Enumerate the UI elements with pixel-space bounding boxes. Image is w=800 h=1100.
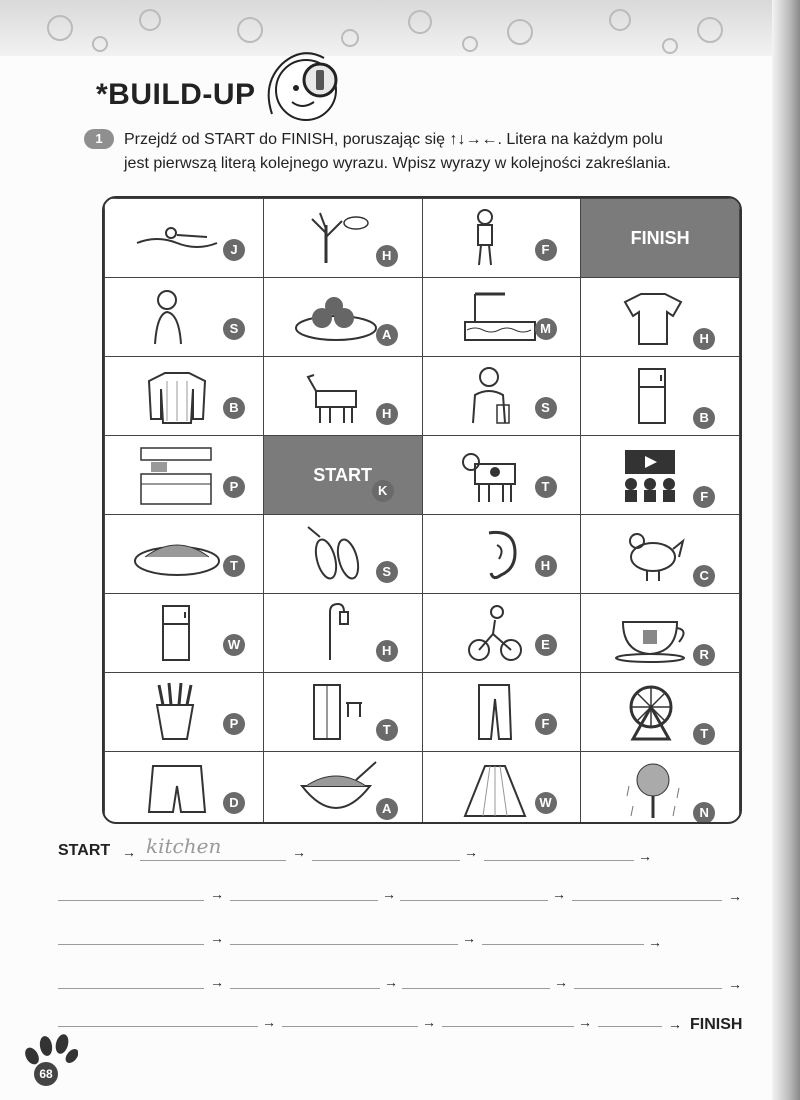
maze-cell[interactable]	[263, 594, 422, 673]
maze-cell[interactable]	[422, 752, 581, 825]
arrow-icon: →	[462, 930, 476, 946]
cell-letter-badge: H	[376, 245, 398, 267]
swimming-pool-icon	[445, 282, 545, 352]
answer-line[interactable]	[58, 1026, 258, 1027]
answer-line[interactable]	[598, 1026, 662, 1027]
woman-sneezing-icon	[127, 282, 227, 352]
maze-cell[interactable]	[263, 436, 422, 515]
teacup-icon	[603, 598, 703, 668]
arrow-icon: →	[210, 886, 224, 902]
salad-bowl-icon	[286, 756, 386, 824]
arrow-icon: →	[384, 974, 398, 990]
maze-cell[interactable]	[263, 357, 422, 436]
goat-icon	[286, 361, 386, 431]
hen-icon	[603, 519, 703, 589]
rain-tree-icon	[603, 756, 703, 824]
start-label: START	[58, 842, 111, 859]
answer-line[interactable]	[230, 900, 378, 901]
arrow-icon: →	[122, 844, 136, 860]
arrow-icon: →	[578, 1014, 592, 1030]
cell-letter-badge: E	[535, 634, 557, 656]
maze-row	[105, 515, 740, 594]
fridge-icon	[603, 361, 703, 431]
cell-letter-badge: S	[223, 318, 245, 340]
arrow-icon: →	[422, 1014, 436, 1030]
maze-cell[interactable]	[581, 199, 740, 278]
cow-icon	[445, 440, 545, 510]
maze-cell[interactable]	[263, 673, 422, 752]
arrow-icon: →	[210, 930, 224, 946]
skirt-icon	[445, 756, 545, 824]
start-cell-label: START	[313, 465, 372, 485]
arrow-icon: →	[262, 1014, 276, 1030]
cell-letter-badge: D	[223, 792, 245, 814]
ear-icon	[445, 519, 545, 589]
cell-letter-badge: F	[535, 239, 557, 261]
cell-letter-badge: T	[223, 555, 245, 577]
page-number: 68	[34, 1062, 58, 1086]
maze-cell[interactable]	[263, 278, 422, 357]
maze-cell[interactable]	[581, 594, 740, 673]
maze-cell[interactable]	[422, 357, 581, 436]
sample-answer: kitchen	[146, 834, 222, 858]
maze-table	[104, 198, 740, 824]
arrow-icon: →	[464, 844, 478, 860]
maze-row	[105, 673, 740, 752]
maze-cell[interactable]	[105, 357, 264, 436]
answer-line[interactable]	[484, 860, 634, 861]
finish-label: FINISH	[690, 1016, 743, 1033]
cell-letter-badge: T	[693, 723, 715, 745]
cell-letter-badge: H	[693, 328, 715, 350]
arrow-icon: →	[648, 934, 662, 950]
maze-row	[105, 357, 740, 436]
arrow-icon: →	[638, 848, 652, 864]
cell-letter-badge: H	[535, 555, 557, 577]
swimmer-icon	[127, 203, 227, 273]
cell-letter-badge: H	[376, 640, 398, 662]
maze-cell[interactable]	[105, 436, 264, 515]
arrow-icon: →	[728, 888, 742, 904]
cell-letter-badge: B	[693, 407, 715, 429]
cell-letter-badge: P	[223, 713, 245, 735]
fridge-icon	[127, 598, 227, 668]
paw-pattern-icon	[0, 0, 800, 56]
cell-letter-badge: N	[693, 802, 715, 824]
arrow-icon: →	[292, 844, 306, 860]
answer-line[interactable]	[574, 988, 722, 989]
maze-row	[105, 436, 740, 515]
instruction-line-1: Przejdź od START do FINISH, poruszając się ↑↓→←. Litera na każdym polu	[124, 131, 663, 148]
cell-letter-badge: F	[535, 713, 557, 735]
fries-icon	[127, 677, 227, 747]
maze-cell[interactable]	[581, 515, 740, 594]
cyclist-icon	[445, 598, 545, 668]
cell-letter-badge: T	[535, 476, 557, 498]
maze-cell[interactable]	[422, 515, 581, 594]
maze-cell[interactable]	[105, 199, 264, 278]
cell-letter-badge: W	[223, 634, 245, 656]
answer-line[interactable]	[58, 988, 204, 989]
answer-line[interactable]	[442, 1026, 574, 1027]
maze-row	[105, 594, 740, 673]
maze-cell[interactable]	[105, 673, 264, 752]
cell-letter-badge: P	[223, 476, 245, 498]
cell-letter-badge: C	[693, 565, 715, 587]
paw-print-icon	[22, 1034, 78, 1066]
maze-cell[interactable]	[105, 594, 264, 673]
cell-letter-badge: S	[535, 397, 557, 419]
tree-wind-icon	[286, 203, 386, 273]
cinema-icon	[603, 440, 703, 510]
answer-line[interactable]	[400, 900, 548, 901]
ferris-wheel-icon	[603, 677, 703, 747]
arrow-icon: →	[668, 1016, 682, 1032]
cell-letter-badge: W	[535, 792, 557, 814]
maze-cell[interactable]	[581, 673, 740, 752]
maze-grid	[102, 196, 742, 824]
maze-row	[105, 199, 740, 278]
cell-letter-badge: T	[376, 719, 398, 741]
maze-cell[interactable]	[422, 673, 581, 752]
maze-cell[interactable]	[422, 278, 581, 357]
finish-cell-label: FINISH	[630, 228, 690, 248]
maze-cell[interactable]	[422, 199, 581, 278]
answer-line[interactable]	[230, 944, 458, 945]
answer-line[interactable]	[230, 988, 380, 989]
cell-letter-badge: M	[535, 318, 557, 340]
cell-letter-badge: K	[372, 480, 394, 502]
maze-cell[interactable]	[263, 515, 422, 594]
header-decoration-band	[0, 0, 800, 56]
shorts-icon	[127, 756, 227, 824]
maze-cell[interactable]	[263, 752, 422, 825]
trousers-icon	[445, 677, 545, 747]
maze-cell[interactable]	[581, 278, 740, 357]
maze-cell[interactable]	[422, 436, 581, 515]
answer-line[interactable]	[402, 988, 550, 989]
sweater-icon	[127, 361, 227, 431]
arrow-icon: →	[552, 886, 566, 902]
maze-row	[105, 752, 740, 825]
shower-icon	[286, 598, 386, 668]
cell-letter-badge: A	[376, 798, 398, 820]
cell-letter-badge: H	[376, 403, 398, 425]
answer-line[interactable]	[140, 860, 286, 861]
exercise-number-badge: 1	[84, 129, 114, 149]
cell-letter-badge: J	[223, 239, 245, 261]
pasta-plate-icon	[127, 519, 227, 589]
kitchen-icon	[127, 440, 227, 510]
arrow-icon: →	[554, 974, 568, 990]
arrow-icon: →	[728, 976, 742, 992]
arrow-icon: →	[210, 974, 224, 990]
t-shirt-icon	[603, 282, 703, 352]
answer-line[interactable]	[58, 900, 204, 901]
meatballs-icon	[286, 282, 386, 352]
sad-man-icon	[445, 203, 545, 273]
maze-cell[interactable]	[105, 278, 264, 357]
answer-line[interactable]	[482, 944, 644, 945]
answer-line[interactable]	[312, 860, 460, 861]
maze-cell[interactable]	[581, 357, 740, 436]
maze-cell[interactable]	[105, 515, 264, 594]
maze-row	[105, 278, 740, 357]
answer-line[interactable]	[572, 900, 722, 901]
maze-cell[interactable]	[105, 752, 264, 825]
wardrobe-icon	[286, 677, 386, 747]
mascot-magnifier-icon	[262, 44, 346, 126]
arrow-icon: →	[382, 886, 396, 902]
cell-letter-badge: R	[693, 644, 715, 666]
exercise-instruction	[124, 128, 764, 176]
answer-line[interactable]	[282, 1026, 418, 1027]
cell-letter-badge: S	[376, 561, 398, 583]
instruction-line-2: jest pierwszą literą kolejnego wyrazu. Wpisz wyrazy w kolejności zakreślania.	[124, 155, 671, 172]
section-title: *BUILD-UP	[96, 78, 256, 111]
feet-icon	[286, 519, 386, 589]
cell-letter-badge: F	[693, 486, 715, 508]
thinking-man-icon	[445, 361, 545, 431]
cell-letter-badge: A	[376, 324, 398, 346]
maze-cell[interactable]	[263, 199, 422, 278]
maze-cell[interactable]	[581, 752, 740, 825]
answer-line[interactable]	[58, 944, 204, 945]
cell-letter-badge: B	[223, 397, 245, 419]
maze-cell[interactable]	[581, 436, 740, 515]
maze-cell[interactable]	[422, 594, 581, 673]
answer-lines-area	[0, 830, 800, 1040]
